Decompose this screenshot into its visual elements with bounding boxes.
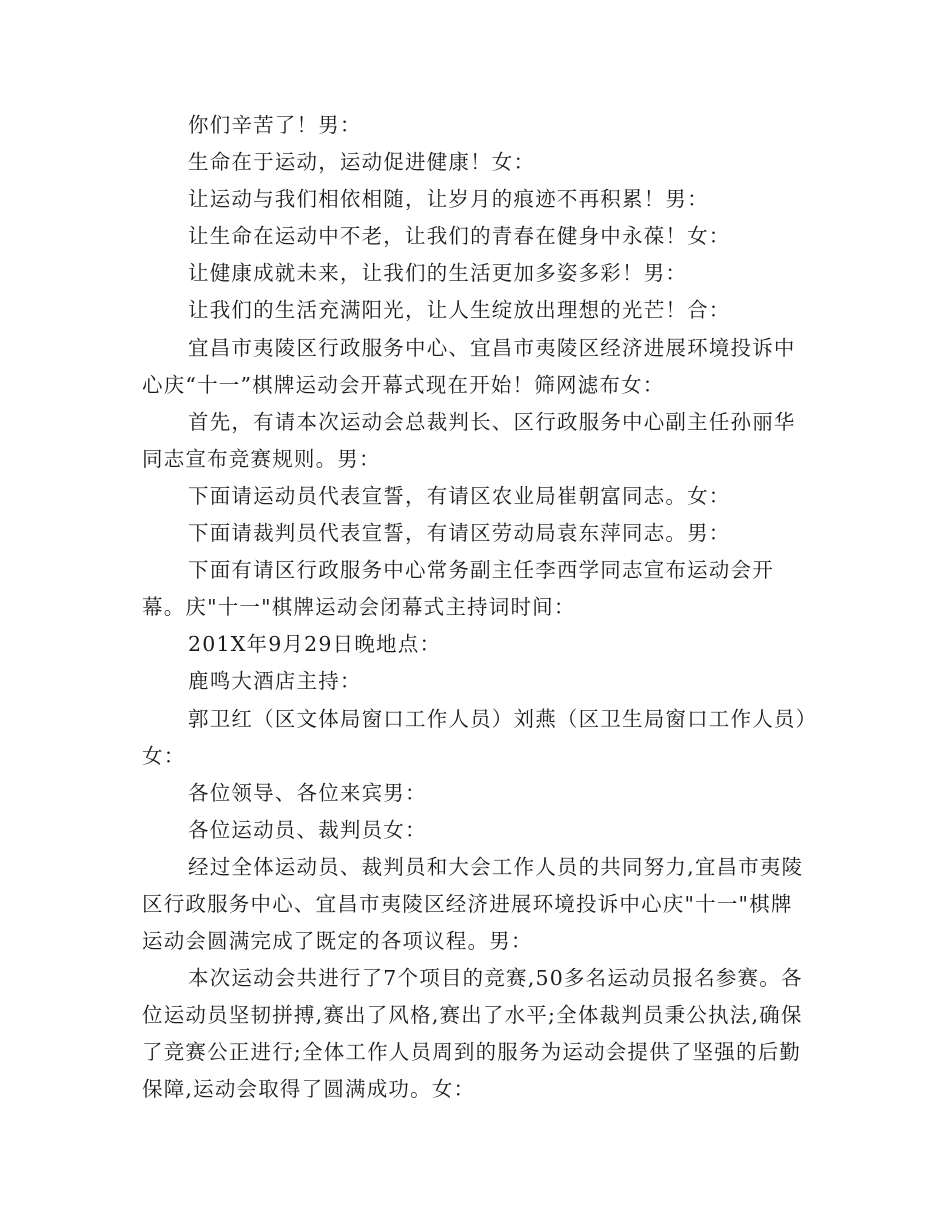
paragraph: 生命在于运动，运动促进健康！女：: [188, 150, 536, 175]
document-body: [142, 107, 812, 1109]
paragraph: 本次运动会共进行了7个项目的竞赛,50多名运动员报名参赛。各位运动员坚韧拼搏,赛出了风格,赛出了水平;全体裁判员秉公执法,确保了竞赛公正进行;全体工作人员周到的服务为运动会提供了坚强的后勤保障,运动会取得了圆满成功。女：: [142, 966, 803, 1102]
paragraph: 201X年9月29日晚地点：: [188, 632, 442, 657]
paragraph: 让运动与我们相依相随，让岁月的痕迹不再积累！男：: [188, 187, 709, 212]
paragraph: 郭卫红（区文体局窗口工作人员）刘燕（区卫生局窗口工作人员）女：: [142, 706, 808, 768]
paragraph: 各位领导、各位来宾男：: [188, 780, 427, 805]
paragraph: 首先，有请本次运动会总裁判长、区行政服务中心副主任孙丽华同志宣布竞赛规则。男：: [142, 409, 796, 471]
paragraph: 下面请裁判员代表宣誓，有请区劳动局袁东萍同志。男：: [188, 521, 731, 546]
paragraph: 让我们的生活充满阳光，让人生绽放出理想的光芒！合：: [188, 298, 731, 323]
paragraph: 让生命在运动中不老，让我们的青春在健身中永葆！女：: [188, 224, 731, 249]
paragraph: 下面有请区行政服务中心常务副主任李西学同志宣布运动会开幕。庆"十一"棋牌运动会闭幕式主持词时间：: [142, 558, 774, 620]
paragraph: 下面请运动员代表宣誓，有请区农业局崔朝富同志。女：: [188, 483, 731, 508]
paragraph: 各位运动员、裁判员女：: [188, 817, 427, 842]
paragraph: 让健康成就未来，让我们的生活更加多姿多彩！男：: [188, 261, 688, 286]
paragraph: 你们辛苦了！男：: [188, 113, 362, 137]
paragraph: 鹿鸣大酒店主持：: [188, 669, 362, 694]
paragraph: 宜昌市夷陵区行政服务中心、宜昌市夷陵区经济进展环境投诉中心庆“十一”棋牌运动会开幕式现在开始！筛网滤布女：: [142, 335, 796, 397]
paragraph: 经过全体运动员、裁判员和大会工作人员的共同努力,宜昌市夷陵区行政服务中心、宜昌市夷陵区经济进展环境投诉中心庆"十一"棋牌运动会圆满完成了既定的各项议程。男：: [142, 854, 804, 954]
